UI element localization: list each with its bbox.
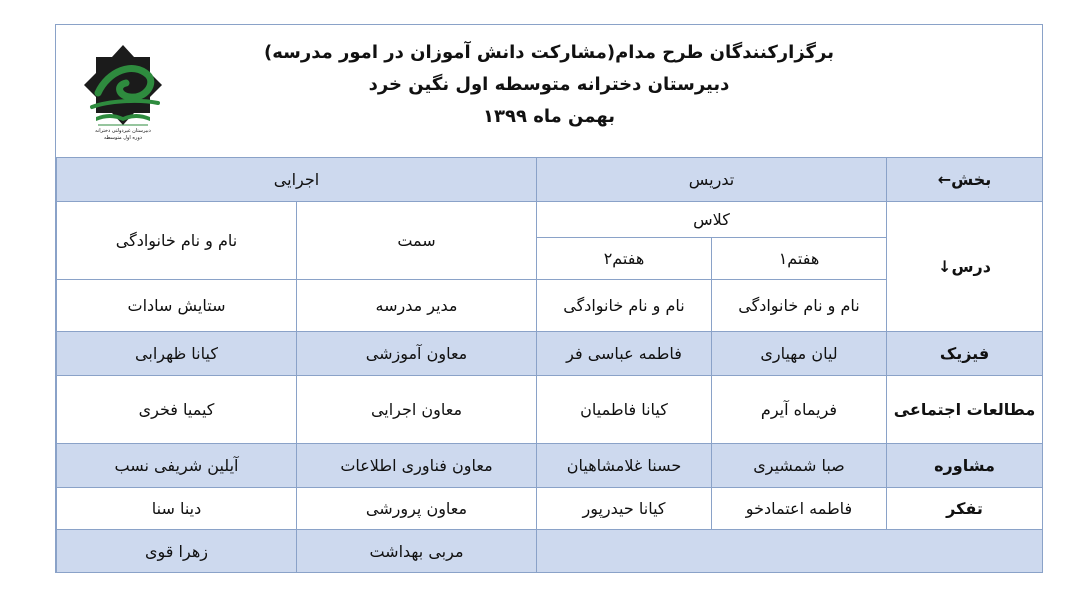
table-row	[57, 530, 1043, 573]
week2-cell: کیانا حیدرپور	[537, 488, 712, 530]
position-cell: مدیر مدرسه	[297, 280, 537, 332]
subject-cell: فیزیک	[887, 332, 1043, 376]
position-cell: معاون آموزشی	[297, 332, 537, 376]
school-logo	[78, 41, 168, 143]
empty-cell	[537, 530, 1043, 573]
section-teaching: تدریس	[537, 158, 887, 202]
week1-cell: فاطمه اعتمادخو	[712, 488, 887, 530]
position-cell: معاون فناوری اطلاعات	[297, 444, 537, 488]
document-frame	[55, 24, 1043, 573]
week2-subheader: نام و نام خانوادگی	[537, 280, 712, 332]
name-cell: کیانا ظهرابی	[57, 332, 297, 376]
header	[56, 25, 1042, 158]
class-label: کلاس	[537, 202, 887, 238]
table-row-class	[57, 202, 1043, 238]
position-cell: معاون اجرایی	[297, 376, 537, 444]
logo-caption-2: دوره اول متوسطه	[103, 135, 143, 141]
week1-subheader: نام و نام خانوادگی	[712, 280, 887, 332]
section-exec: اجرایی	[57, 158, 537, 202]
week1-cell: لیان مهیاری	[712, 332, 887, 376]
week2-header: هفتم۲	[537, 238, 712, 280]
position-cell: معاون پرورشی	[297, 488, 537, 530]
table-row	[57, 444, 1043, 488]
title-line-1: برگزارکنندگان طرح مدام(مشارکت دانش آموزان در امور مدرسه)	[264, 42, 834, 63]
table-row-sections	[57, 158, 1043, 202]
name-cell: دینا سنا	[57, 488, 297, 530]
week1-cell: صبا شمشیری	[712, 444, 887, 488]
subject-cell: تفکر	[887, 488, 1043, 530]
week2-cell: فاطمه عباسی فر	[537, 332, 712, 376]
week1-cell: فریماه آیرم	[712, 376, 887, 444]
table-row	[57, 488, 1043, 530]
name-cell: زهرا قوی	[57, 530, 297, 573]
title-block	[206, 37, 892, 133]
week2-cell: کیانا فاطمیان	[537, 376, 712, 444]
position-cell: مربی بهداشت	[297, 530, 537, 573]
logo-caption-1: دبیرستان غیردولتی دخترانه	[95, 128, 151, 134]
organizers-table	[56, 157, 1043, 573]
week1-header: هفتم۱	[712, 238, 887, 280]
table-row	[57, 376, 1043, 444]
position-header: سمت	[297, 202, 537, 280]
week2-cell: حسنا غلامشاهیان	[537, 444, 712, 488]
name-cell: آیلین شریفی نسب	[57, 444, 297, 488]
table-row	[57, 332, 1043, 376]
subject-cell: مشاوره	[887, 444, 1043, 488]
name-cell: ستایش سادات	[57, 280, 297, 332]
title-line-3: بهمن ماه ۱۳۹۹	[483, 106, 615, 127]
subject-cell: مطالعات اجتماعی	[887, 376, 1043, 444]
name-header: نام و نام خانوادگی	[57, 202, 297, 280]
title-line-2: دبیرستان دخترانه متوسطه اول نگین خرد	[368, 74, 730, 95]
name-cell: کیمیا فخری	[57, 376, 297, 444]
lesson-label: درس↓	[887, 202, 1043, 332]
section-label: بخش←	[887, 158, 1043, 202]
